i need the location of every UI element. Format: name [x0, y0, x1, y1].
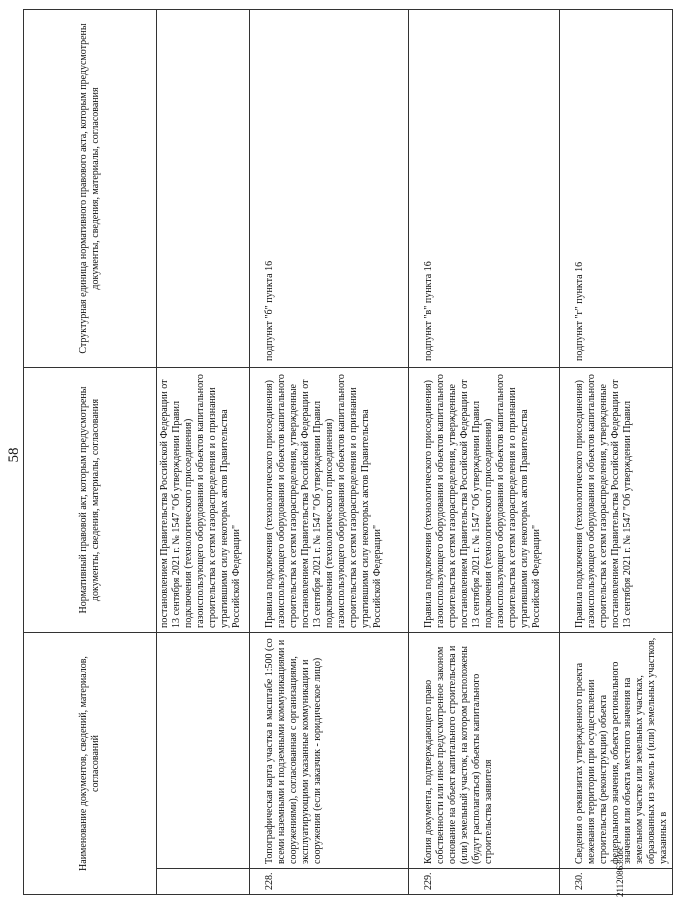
page-number: 58	[6, 447, 22, 463]
table-row	[560, 10, 673, 895]
header-structural-unit: Структурная единица нормативного правового акта, которым предусмотрены документы, сведения, материалы, согласования	[24, 10, 157, 368]
header-documents: Наименование документов, сведений, материалов, согласований	[24, 633, 157, 895]
cell-ref: подпункт "в" пункта 16	[409, 10, 560, 368]
cell-document: Сведения о реквизитах утвержденного проекта межевания территории при осуществлении строительства (реконструкции) объекта федерального значения, объекта регионального значения или объекта местного значения на земельном участке или земельных участках, образованных из земель и (или) земельных участков, указанных в	[560, 633, 673, 869]
cell-document: Копия документа, подтверждающего право собственности или иное предусмотренное законом основание на объект капитального строительства и (или) земельный участок, на котором расположены (будут располагаться) объекты капитального строительства заявителя	[409, 633, 560, 869]
cell-act: Правила подключения (технологического присоединения) газоиспользующего оборудования и объектов капитального строительства к сетям газораспределения, утвержденные постановлением Правительства Российской Федерации от 13 сентября 2021 г. № 1547 "Об утверждении Правил подключения (технологического присоединения) газоиспользующего оборудования и объектов капитального строительства к сетям газораспределения и о признании утратившими силу некоторых актов Правительства Российской Федерации"	[409, 368, 560, 633]
cell-ref-continuation	[157, 10, 250, 368]
cell-act: Правила подключения (технологического присоединения) газоиспользующего оборудования и объектов капитального строительства к сетям газораспределения, утвержденные постановлением Правительства Российской Федерации от 13 сентября 2021 г. № 1547 "Об утверждении Правил	[560, 368, 673, 633]
document-filename: 21120863.doc	[615, 846, 625, 897]
table-row	[409, 10, 560, 895]
table-header-row	[24, 10, 157, 895]
table-row-continuation	[157, 10, 250, 895]
header-legal-act: Нормативный правовой акт, которым предусмотрены документы, сведения, материалы, согласования	[24, 368, 157, 633]
cell-ref: подпункт "г" пункта 16	[560, 10, 673, 368]
cell-document: Топографическая карта участка в масштабе 1:500 (со всеми наземными и подземными коммуникациями и сооружениями), согласованная с организациями, эксплуатирующими указанные коммуникации и сооружения (если заказчик - юридическое лицо)	[250, 633, 409, 869]
cell-act-continuation: постановлением Правительства Российской Федерации от 13 сентября 2021 г. № 1547 "Об утверждении Правил подключения (технологического присоединения) газоиспользующего оборудования и объектов капитального строительства к сетям газораспределения и о признании утратившими силу некоторых актов Правительства Российской Федерации"	[157, 368, 250, 633]
row-number: 228.	[250, 869, 409, 895]
row-number: 230.	[560, 869, 673, 895]
table-row	[250, 10, 409, 895]
cell-num-continuation	[157, 869, 250, 895]
row-number: 229.	[409, 869, 560, 895]
cell-ref: подпункт "б" пункта 16	[250, 10, 409, 368]
cell-document-continuation	[157, 633, 250, 869]
cell-act: Правила подключения (технологического присоединения) газоиспользующего оборудования и объектов капитального строительства к сетям газораспределения, утвержденные постановлением Правительства Российской Федерации от 13 сентября 2021 г. № 1547 "Об утверждении Правил подключения (технологического присоединения) газоиспользующего оборудования и объектов капитального строительства к сетям газораспределения и о признании утратившими силу некоторых актов Правительства Российской Федерации"	[250, 368, 409, 633]
documents-table	[23, 9, 673, 895]
